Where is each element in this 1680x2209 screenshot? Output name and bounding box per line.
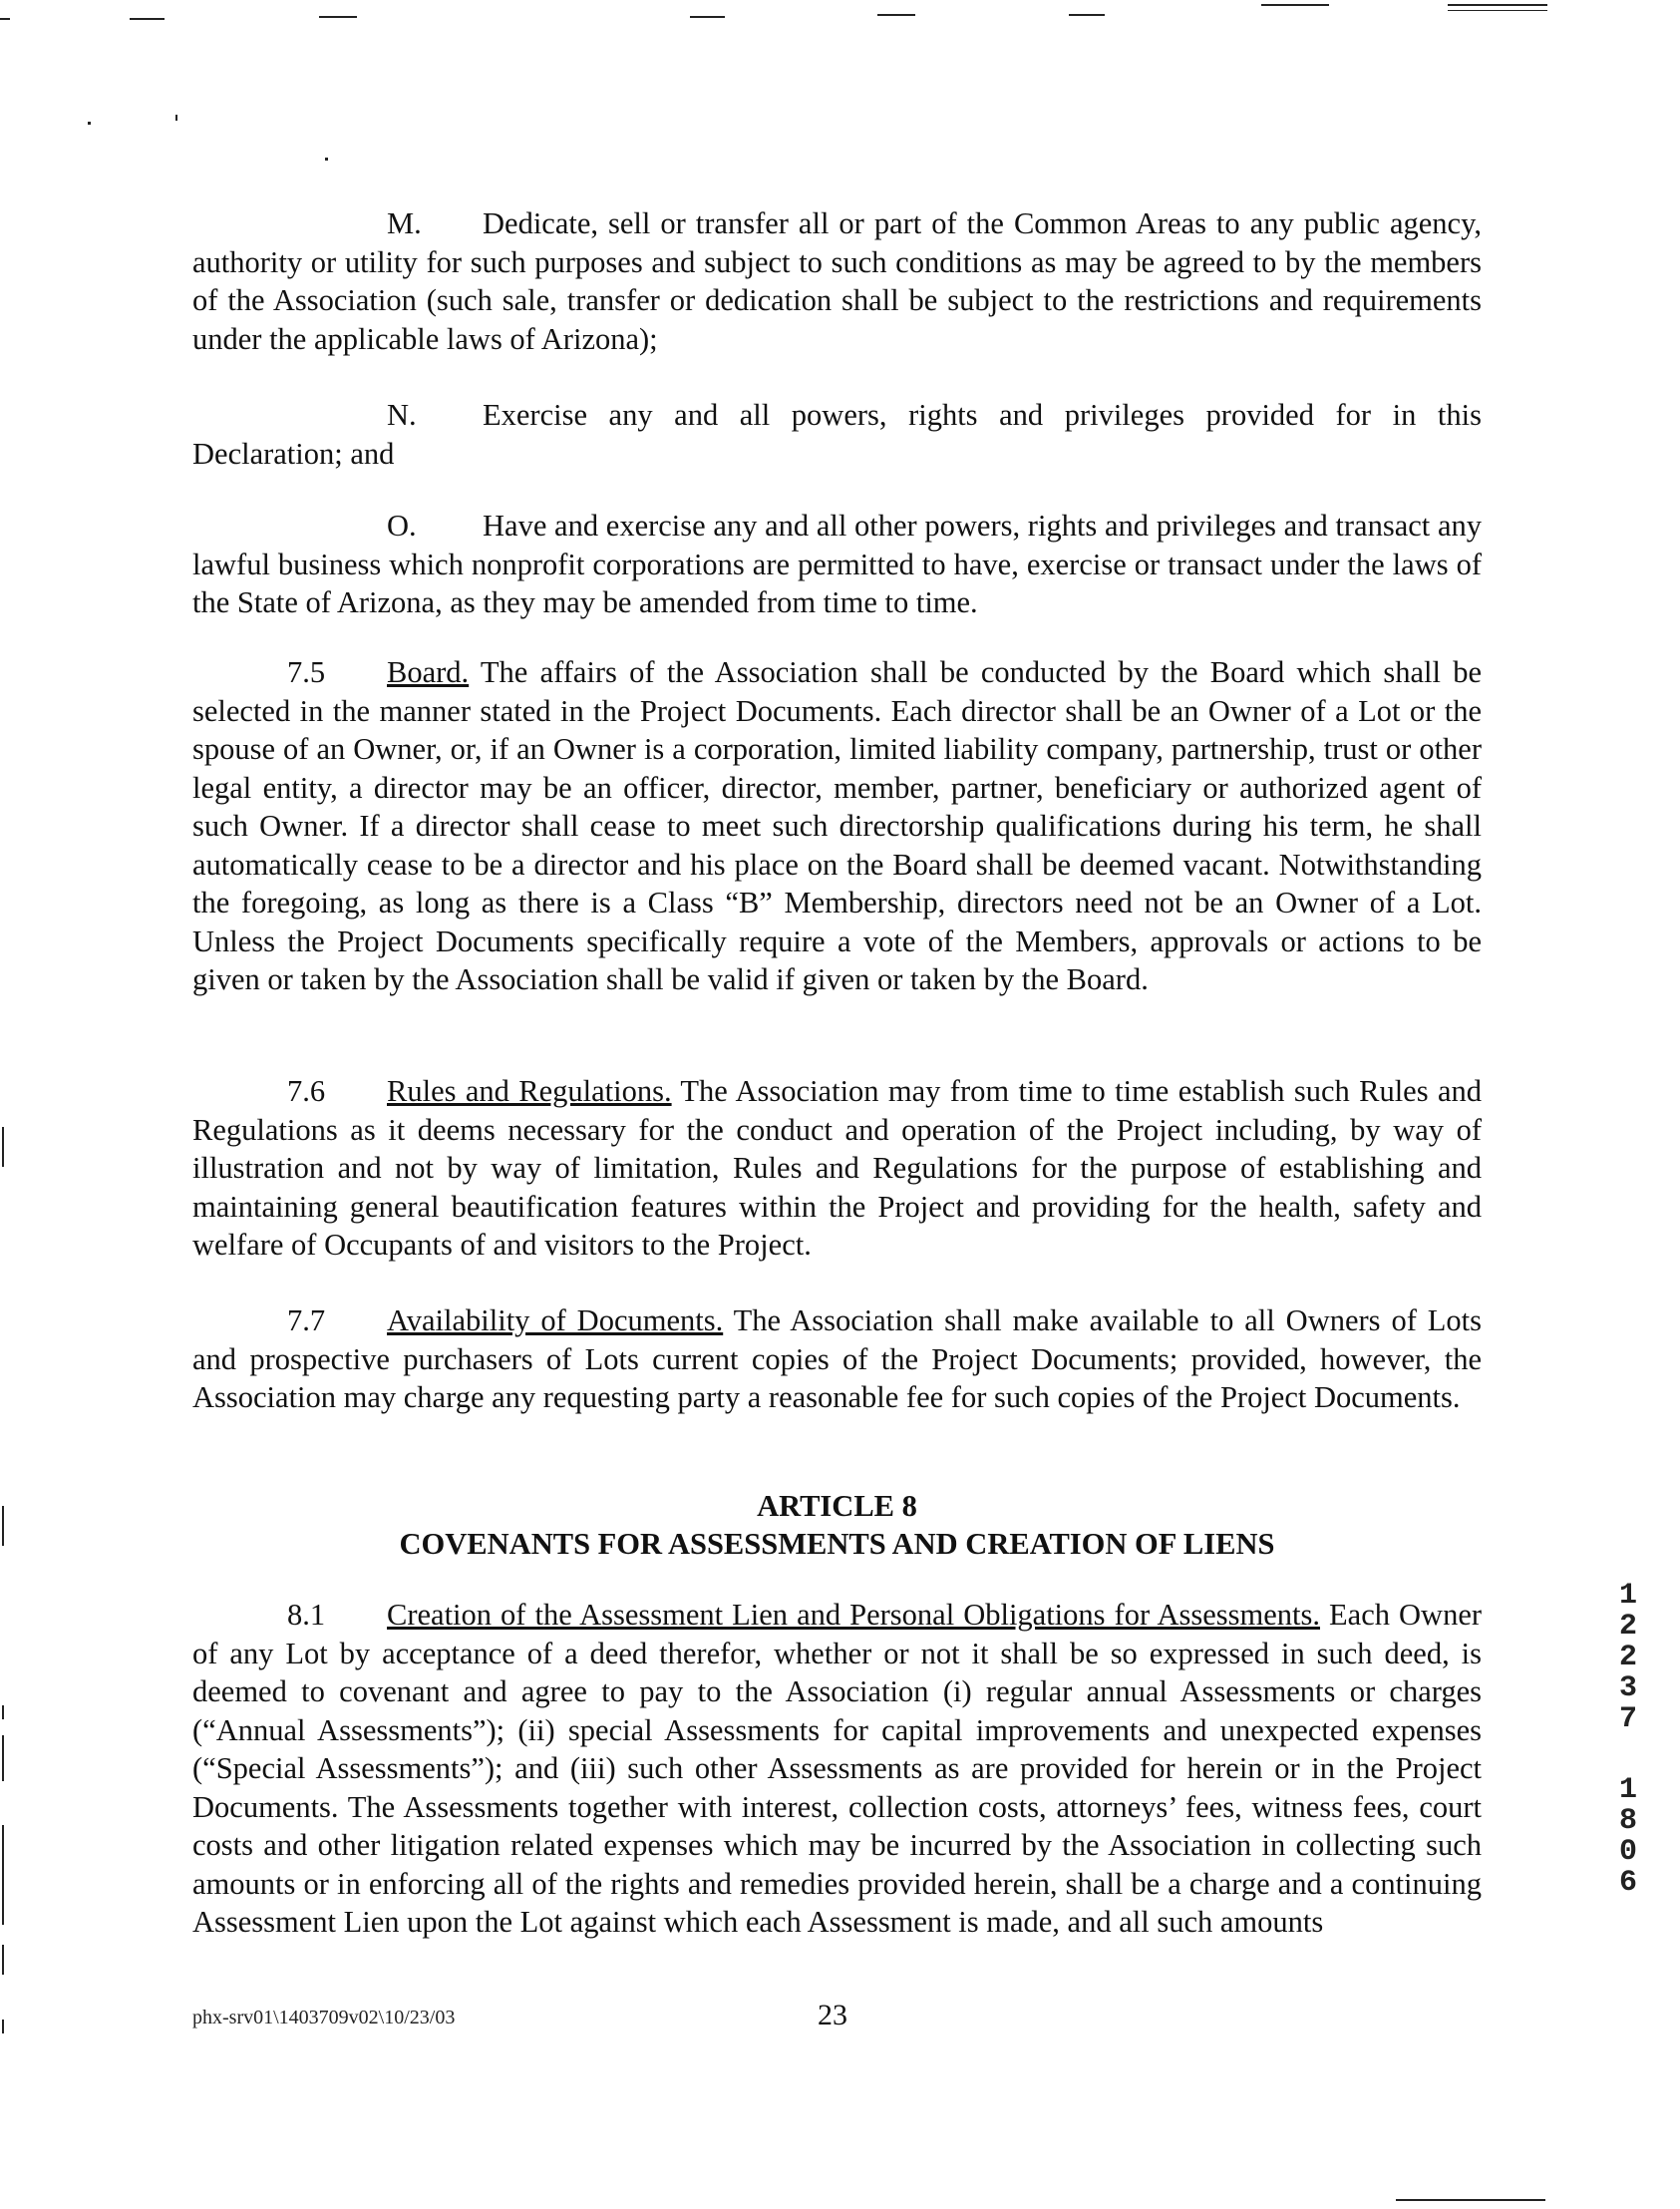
scan-mark xyxy=(175,115,177,121)
section-title: Board. xyxy=(387,655,470,689)
section-number: 7.5 xyxy=(287,655,326,689)
section-title: Creation of the Assessment Lien and Personal Obligations for Assessments. xyxy=(387,1598,1320,1632)
article-number: ARTICLE 8 xyxy=(757,1489,917,1523)
section-text: The Association shall make available to all Owners of Lots and prospective purchasers of Lots current copies of the Project Documents; provided, however, the Association may charge any requesting party a reasonable fee for such copies of the Project Documents. xyxy=(192,1303,1482,1414)
scan-mark xyxy=(2,1705,4,1719)
section-title: Rules and Regulations. xyxy=(387,1074,672,1108)
stamp-digit: 0 xyxy=(1618,1835,1637,1869)
stamp-digit: 1 xyxy=(1618,1579,1637,1613)
stamp-digit: 3 xyxy=(1618,1671,1637,1705)
section-text: Each Owner of any Lot by acceptance of a deed therefor, whether or not it shall be so expressed in such deed, is deemed to covenant and agree to pay to the Association (i) regular annual Assessments or charges (“Annual Assessments”); (ii) special Assessments for capital improvements and unexpected expenses (“Special Assessments”); and (iii) such other Assessments as are provided for herein or in the Project Documents. The Assessments together with interest, collection costs, attorneys’ fees, witness fees, court costs and other litigation related expenses which may be incurred by the Association in collecting such amounts or in enforcing all of the rights and remedies provided herein, shall be a charge and a continuing Assessment Lien upon the Lot against which each Assessment is made, and all such amounts xyxy=(192,1598,1483,1939)
section-7-5 xyxy=(192,653,1482,999)
scan-mark xyxy=(1261,4,1329,6)
paragraph-text: Dedicate, sell or transfer all or part of the Common Areas to any public agency, authority or utility for such purposes and subject to such conditions as may be agreed to by the members of the Association (such sale, transfer or dedication shall be subject to the restrictions and requirements under the applicable laws of Arizona); xyxy=(192,206,1482,356)
scan-mark xyxy=(2,1825,4,1925)
section-number: 7.7 xyxy=(287,1303,326,1337)
section-text: The affairs of the Association shall be conducted by the Board which shall be selected in the manner stated in the Project Documents. Each director shall be an Owner of a Lot or the spouse of an Owner, or, if an Owner is a corporation, limited liability company, partnership, trust or other legal entity, a director may be an officer, director, member, partner, beneficiary or authorized agent of such Owner. If a director shall cease to meet such directorship qualifications during his term, he shall automatically cease to be a director and his place on the Board shall be deemed vacant. Notwithstanding the foregoing, as long as there is a Class “B” Membership, directors need not be an Owner of a Lot. Unless the Project Documents specifically require a vote of the Members, approvals or actions to be given or taken by the Association shall be valid if given or taken by the Board. xyxy=(192,655,1482,996)
paragraph-o xyxy=(192,507,1482,622)
section-number: 7.6 xyxy=(287,1074,326,1108)
scan-mark xyxy=(130,18,165,20)
stamp-digit: 7 xyxy=(1618,1702,1637,1736)
scan-mark xyxy=(1448,4,1547,6)
recording-stamp-upper xyxy=(1613,1581,1643,1735)
scan-mark xyxy=(1069,14,1105,16)
paragraph-label: O. xyxy=(387,509,417,543)
footer-doc-id: phx-srv01\1403709v02\10/23/03 xyxy=(192,2007,456,2028)
article-title: COVENANTS FOR ASSESSMENTS AND CREATION OF LIENS xyxy=(399,1527,1275,1561)
stamp-digit: 1 xyxy=(1618,1773,1637,1807)
stamp-digit: 6 xyxy=(1618,1866,1637,1900)
scan-mark xyxy=(325,158,328,161)
scan-mark xyxy=(2,1506,4,1546)
stamp-digit: 2 xyxy=(1618,1610,1637,1644)
recording-stamp-lower xyxy=(1613,1775,1643,1899)
scan-mark xyxy=(2,1735,4,1781)
scan-mark xyxy=(2,1945,4,1975)
section-7-7 xyxy=(192,1301,1482,1417)
scan-mark xyxy=(88,122,91,125)
page-number: 23 xyxy=(818,1999,847,2031)
scan-mark xyxy=(877,14,915,16)
scan-mark xyxy=(0,18,10,20)
section-7-6 xyxy=(192,1072,1482,1265)
scan-mark xyxy=(690,16,725,18)
paragraph-label: M. xyxy=(387,206,422,240)
scan-mark xyxy=(2,1127,4,1167)
paragraph-text: Exercise any and all powers, rights and privileges provided for in this Declaration; and xyxy=(192,398,1482,471)
scan-mark xyxy=(1448,10,1547,11)
paragraph-label: N. xyxy=(387,398,417,432)
paragraph-text: Have and exercise any and all other powers, rights and privileges and transact any lawful business which nonprofit corporations are permitted to have, exercise or transact under the laws of the State of Arizona, as they may be amended from time to time. xyxy=(192,509,1482,619)
paragraph-m xyxy=(192,204,1482,358)
section-number: 8.1 xyxy=(287,1598,326,1632)
scan-mark xyxy=(319,16,357,18)
scan-mark xyxy=(2,2020,4,2033)
stamp-digit: 2 xyxy=(1618,1641,1637,1674)
scan-mark xyxy=(1396,2199,1545,2201)
section-title: Availability of Documents. xyxy=(387,1303,724,1337)
section-text: The Association may from time to time establish such Rules and Regulations as it deems necessary for the conduct and operation of the Project including, by way of illustration and not by way of limitation, Rules and Regulations for the purpose of establishing and maintaining general beautification features within the Project and providing for the health, safety and welfare of Occupants of and visitors to the Project. xyxy=(192,1074,1482,1262)
section-8-1 xyxy=(192,1596,1482,1942)
paragraph-n xyxy=(192,396,1482,473)
stamp-digit: 8 xyxy=(1618,1804,1637,1838)
